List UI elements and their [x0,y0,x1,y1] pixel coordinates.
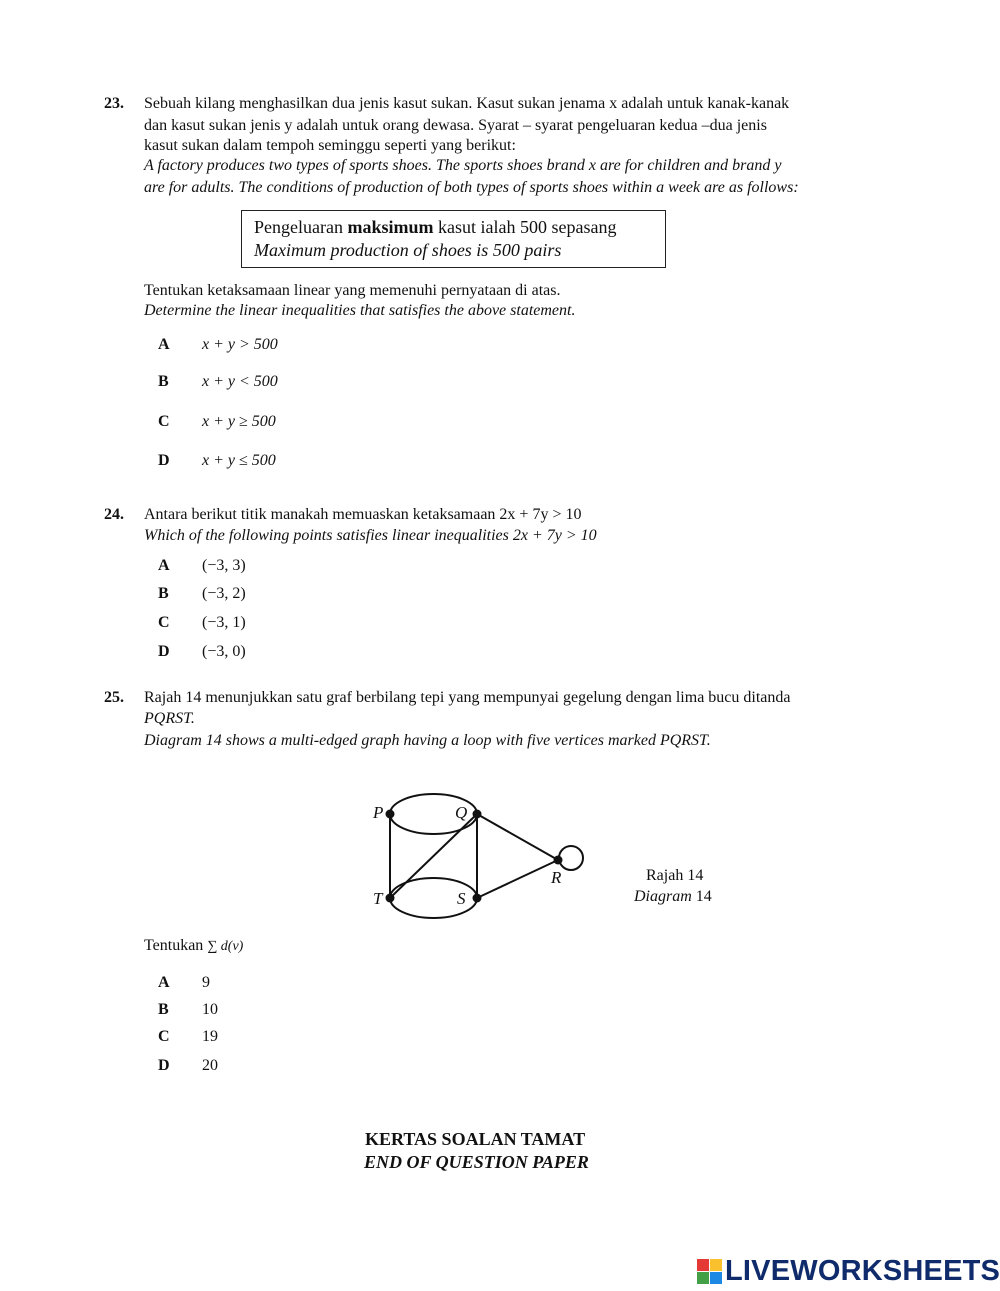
q23-option-b-letter[interactable]: B [158,373,169,390]
q24-option-d-text[interactable]: (−3, 0) [202,643,246,660]
condition-en: Maximum production of shoes is 500 pairs [254,240,562,260]
q23-option-b-text[interactable]: x + y < 500 [202,373,278,390]
diagram-caption-ms: Rajah 14 [646,867,704,884]
liveworksheets-logo [697,1255,1000,1287]
edge-s-r [477,860,558,898]
q23-option-a-letter[interactable]: A [158,336,170,353]
q24-option-a-letter[interactable]: A [158,557,170,574]
vertex-t [386,894,395,903]
question-23-ms-line-2: dan kasut sukan jenis y adalah untuk orang dewasa. Syarat – syarat pengeluaran kedua –dua jenis [144,117,767,134]
q25-option-b-text[interactable]: 10 [202,1001,218,1018]
edge-q-r [477,814,558,860]
vertex-q [473,810,482,819]
liveworksheets-wordmark: LIVEWORKSHEETS [725,1254,1000,1287]
question-24-ms: Antara berikut titik manakah memuaskan ketaksamaan 2x + 7y > 10 [144,506,582,523]
vertex-s [473,894,482,903]
question-25-ms-line-1: Rajah 14 menunjukkan satu graf berbilang tepi yang mempunyai gegelung dengan lima bucu ditanda [144,689,791,706]
label-q: Q [455,803,468,822]
q24-option-c-text[interactable]: (−3, 1) [202,614,246,631]
q25-option-c-letter[interactable]: C [158,1028,170,1045]
liveworksheets-icon [697,1259,722,1284]
question-23-en-line-1: A factory produces two types of sports shoes. The sports shoes brand x are for children and brand y [144,157,782,174]
q23-option-c-letter[interactable]: C [158,413,170,430]
q24-option-a-text[interactable]: (−3, 3) [202,557,246,574]
q23-option-c-text[interactable]: x + y ≥ 500 [202,413,276,430]
question-23-ms-line-1: Sebuah kilang menghasilkan dua jenis kasut sukan. Kasut sukan jenama x adalah untuk kanak-kanak [144,95,790,112]
q25-option-a-text[interactable]: 9 [202,974,210,991]
graph-diagram [360,780,620,920]
end-of-paper-en: END OF QUESTION PAPER [364,1152,589,1172]
question-24-en: Which of the following points satisfies linear inequalities 2x + 7y > 10 [144,527,597,544]
q23-option-d-text[interactable]: x + y ≤ 500 [202,452,276,469]
question-25-prompt: Tentukan ∑ d(v) [144,937,244,954]
loop-r [559,846,583,870]
question-25-en: Diagram 14 shows a multi-edged graph having a loop with five vertices marked PQRST. [144,732,711,749]
q24-option-c-letter[interactable]: C [158,614,170,631]
question-23-number: 23. [104,95,124,112]
label-s: S [457,889,466,908]
q25-option-b-letter[interactable]: B [158,1001,169,1018]
end-of-paper-ms: KERTAS SOALAN TAMAT [365,1129,586,1149]
diagram-caption-en: Diagram 14 [634,888,712,905]
question-25-ms-line-2: PQRST. [144,710,195,727]
edge-t-q [390,814,477,898]
q25-option-c-text[interactable]: 19 [202,1028,218,1045]
q25-option-d-text[interactable]: 20 [202,1057,218,1074]
condition-box [241,210,666,268]
question-24-number: 24. [104,506,124,523]
label-r: R [551,868,562,887]
vertex-p [386,810,395,819]
vertex-r [554,856,563,865]
q23-option-d-letter[interactable]: D [158,452,170,469]
question-23-prompt-ms: Tentukan ketaksamaan linear yang memenuhi pernyataan di atas. [144,282,561,299]
question-23-prompt-en: Determine the linear inequalities that satisfies the above statement. [144,302,576,319]
q24-option-b-letter[interactable]: B [158,585,169,602]
label-p: P [373,803,384,822]
question-23-ms-line-3: kasut sukan dalam tempoh seminggu seperti yang berikut: [144,137,516,154]
label-t: T [373,889,383,908]
condition-ms: Pengeluaran maksimum kasut ialah 500 sepasang [254,217,617,237]
degree-sum-formula: ∑ d(v) [207,939,244,954]
q25-option-d-letter[interactable]: D [158,1057,170,1074]
q23-option-a-text[interactable]: x + y > 500 [202,336,278,353]
q24-option-b-text[interactable]: (−3, 2) [202,585,246,602]
question-23-en-line-2: are for adults. The conditions of production of both types of sports shoes within a week are as follows: [144,179,799,196]
q25-option-a-letter[interactable]: A [158,974,170,991]
question-25-number: 25. [104,689,124,706]
q24-option-d-letter[interactable]: D [158,643,170,660]
